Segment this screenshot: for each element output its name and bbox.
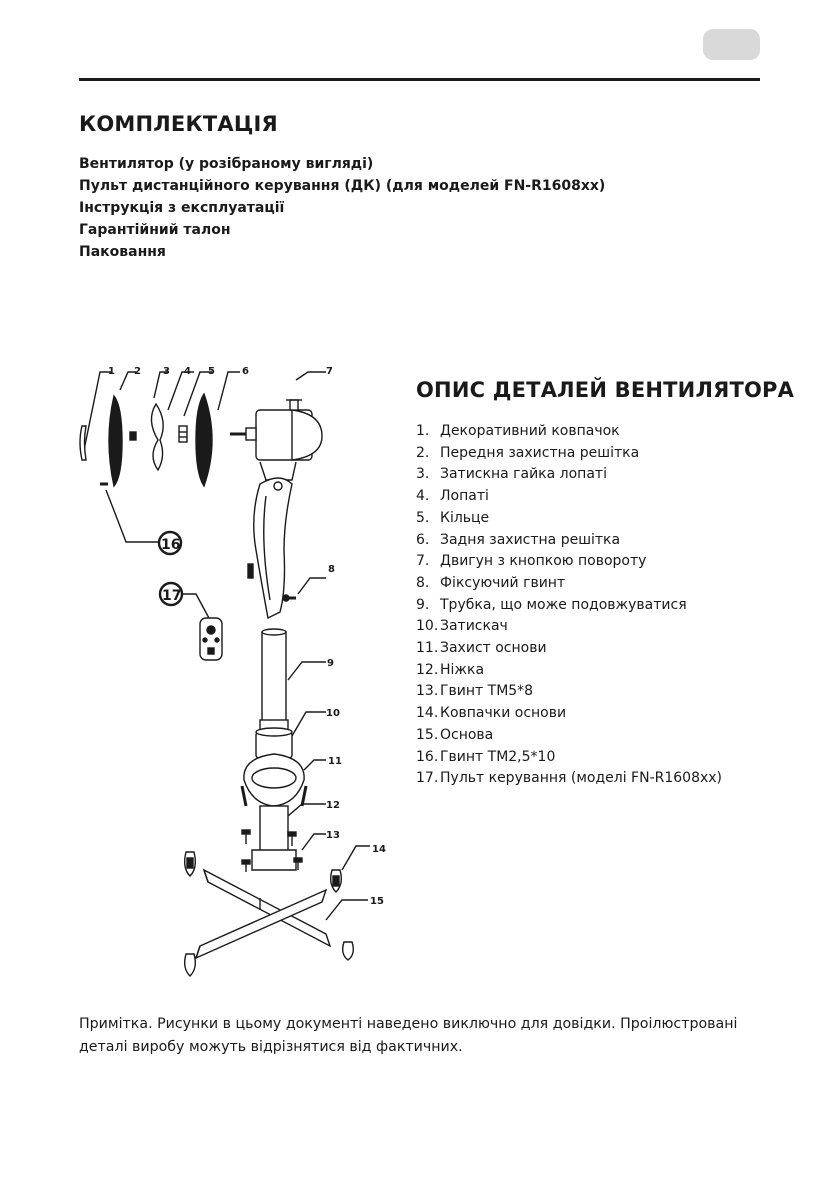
kit-title: КОМПЛЕКТАЦІЯ	[79, 112, 278, 136]
part-number: 3.	[416, 466, 430, 483]
callout-12: 12	[326, 800, 340, 811]
part-number: 11.	[416, 640, 439, 657]
leader-line-12	[288, 804, 326, 816]
header-rule	[79, 78, 760, 81]
part-item	[416, 551, 722, 573]
part-number: 4.	[416, 488, 430, 505]
part-label: Лопаті	[440, 488, 489, 505]
part-number: 1.	[416, 423, 430, 439]
callout-6: 6	[242, 366, 249, 377]
remote-control-part	[200, 618, 222, 660]
callout-17: 17	[162, 588, 182, 604]
part-item	[416, 660, 722, 682]
part-number: 8.	[416, 574, 430, 591]
leader-line-8	[298, 578, 326, 594]
leader-line-10	[292, 712, 326, 736]
kit-item: Паковання	[79, 244, 166, 260]
part-label: Ніжка	[440, 661, 485, 678]
blade-nut-part	[130, 432, 136, 440]
part-item	[416, 768, 722, 790]
callout-7: 7	[326, 366, 333, 377]
leader-line-9	[288, 662, 326, 680]
part-label: Пульт керування (моделі FN-R1608xx)	[440, 770, 723, 787]
part-item	[416, 681, 722, 703]
part-number: 14.	[416, 705, 439, 722]
body-part	[248, 462, 296, 618]
part-item	[416, 747, 722, 769]
part-label: Двигун з кнопкою повороту	[440, 553, 647, 570]
part-label: Трубка, що може подовжуватися	[440, 596, 687, 613]
part-item	[416, 616, 722, 638]
callout-10: 10	[326, 708, 340, 719]
part-label: Фіксуючий гвинт	[440, 574, 566, 591]
callout-14: 14	[372, 844, 386, 855]
part-item	[416, 595, 722, 617]
leader-line-14	[342, 846, 370, 870]
part-label: Захист основи	[440, 640, 547, 657]
callout-9: 9	[327, 658, 334, 669]
rear-grill-part	[196, 394, 212, 486]
part-item	[416, 421, 722, 443]
part-label: Задня захистна решітка	[440, 531, 621, 548]
parts-list	[416, 421, 722, 790]
motor-part	[230, 400, 322, 460]
callout-4: 4	[184, 366, 191, 377]
part-label: Гвинт TM5*8	[440, 683, 534, 700]
part-label: Кільце	[440, 509, 490, 526]
fan-exploded-diagram	[70, 350, 400, 990]
callout-16-badge	[159, 532, 181, 554]
part-label: Декоративний ковпачок	[440, 423, 620, 439]
callout-8: 8	[328, 564, 335, 575]
part-item	[416, 530, 722, 552]
parts-title: ОПИС ДЕТАЛЕЙ ВЕНТИЛЯТОРА	[416, 378, 795, 402]
part-label: Основа	[440, 726, 494, 743]
part-item	[416, 508, 722, 530]
part-label: Передня захистна решітка	[440, 444, 640, 461]
part-item	[416, 464, 722, 486]
part-number: 12.	[416, 661, 439, 678]
part-number: 13.	[416, 683, 439, 700]
callout-5: 5	[208, 366, 215, 377]
part-number: 9.	[416, 596, 430, 613]
kit-item: Пульт дистанційного керування (ДК) (для моделей FN-R1608xx)	[79, 178, 606, 194]
kit-list	[79, 153, 605, 263]
front-grill-part	[109, 396, 122, 486]
base-guard-part	[242, 754, 306, 806]
ring-part	[179, 426, 187, 442]
part-number: 16.	[416, 748, 439, 765]
leader-line-16	[106, 490, 162, 542]
callout-1: 1	[108, 366, 115, 377]
part-item	[416, 725, 722, 747]
callout-2: 2	[134, 366, 141, 377]
part-number: 2.	[416, 444, 430, 461]
leader-line-13	[302, 834, 326, 850]
part-item	[416, 486, 722, 508]
decorative-cap-part	[80, 426, 86, 460]
callout-13: 13	[326, 830, 340, 841]
kit-item: Гарантійний талон	[79, 222, 231, 238]
callout-15: 15	[370, 896, 384, 907]
part-number: 15.	[416, 726, 439, 743]
callout-11: 11	[328, 756, 342, 767]
part-item	[416, 703, 722, 725]
part-item	[416, 443, 722, 465]
leader-line-17	[182, 594, 210, 620]
part-item	[416, 638, 722, 660]
part-label: Затискна гайка лопаті	[440, 466, 607, 483]
callout-16: 16	[161, 537, 181, 553]
part-item	[416, 573, 722, 595]
kit-item: Вентилятор (у розібраному вигляді)	[79, 156, 374, 172]
blades-part	[151, 404, 163, 470]
callout-3: 3	[163, 366, 170, 377]
base-part	[196, 870, 330, 958]
callout-17-badge	[160, 583, 182, 605]
part-number: 10.	[416, 618, 439, 635]
extension-tube-part	[260, 629, 288, 730]
part-number: 7.	[416, 553, 430, 570]
part-label: Затискач	[440, 618, 508, 635]
disclaimer-note: Примітка. Рисунки в цьому документі наведено виключно для довідки. Проілюстровані деталі виробу можуть відрізнятися від фактичних.	[79, 1016, 738, 1055]
part-number: 5.	[416, 509, 430, 526]
part-number: 6.	[416, 531, 430, 548]
leader-line-11	[304, 760, 326, 770]
part-number: 17.	[416, 770, 439, 787]
part-label: Ковпачки основи	[440, 705, 567, 722]
kit-item: Інструкція з експлуатації	[79, 200, 285, 216]
page-number-tab	[703, 29, 760, 60]
leader-line-15	[326, 900, 368, 920]
part-label: Гвинт TM2,5*10	[440, 748, 556, 765]
